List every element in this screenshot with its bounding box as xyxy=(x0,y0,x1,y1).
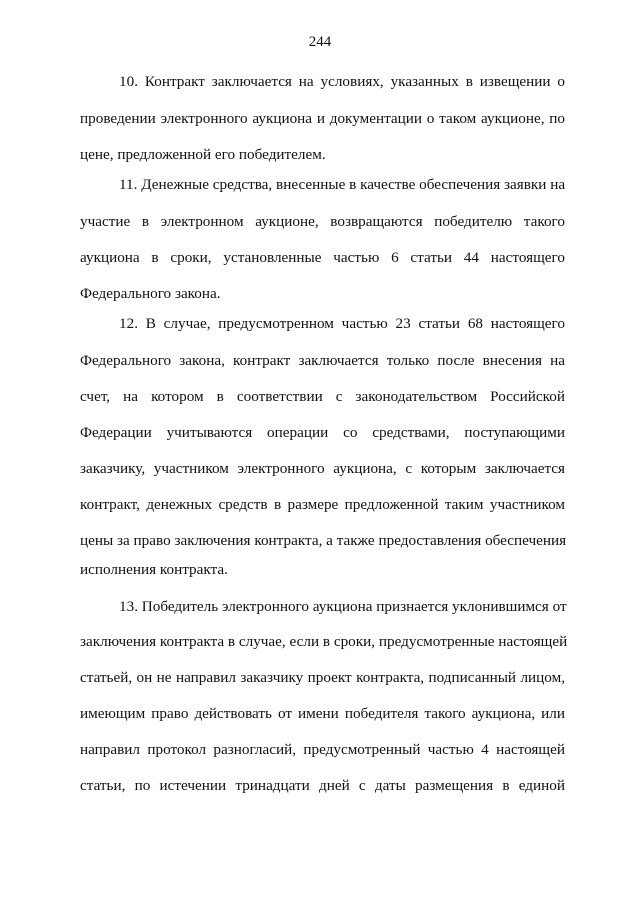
text-line: заказчику, участником электронного аукциона, с которым заключается xyxy=(80,460,565,477)
text-line: Федерального закона, контракт заключается только после внесения на xyxy=(80,352,565,369)
text-line: статьей, он не направил заказчику проект контракта, подписанный лицом, xyxy=(80,669,565,686)
text-line: аукциона в сроки, установленные частью 6 статьи 44 настоящего xyxy=(80,249,565,266)
page-number: 244 xyxy=(308,34,332,50)
text-line: счет, на котором в соответствии с законодательством Российской xyxy=(80,388,565,405)
text-line: 13. Победитель электронного аукциона признается уклонившимся от xyxy=(119,598,567,615)
text-line: цены за право заключения контракта, а также предоставления обеспечения xyxy=(80,532,567,549)
text-line: контракт, денежных средств в размере предложенной таким участником xyxy=(80,496,565,513)
text-line: 10. Контракт заключается на условиях, указанных в извещении о xyxy=(119,73,565,90)
text-line: 12. В случае, предусмотренном частью 23 статьи 68 настоящего xyxy=(119,315,565,332)
text-line: исполнения контракта. xyxy=(80,561,228,578)
text-line: имеющим право действовать от имени победителя такого аукциона, или xyxy=(80,705,565,722)
text-line: Федерального закона. xyxy=(80,285,221,302)
text-line: Федерации учитываются операции со средствами, поступающими xyxy=(80,424,565,441)
text-line: цене, предложенной его победителем. xyxy=(80,146,326,163)
text-line: статьи, по истечении тринадцати дней с даты размещения в единой xyxy=(80,777,565,794)
text-line: участие в электронном аукционе, возвращаются победителю такого xyxy=(80,213,565,230)
text-line: проведении электронного аукциона и документации о таком аукционе, по xyxy=(80,110,565,127)
text-line: 11. Денежные средства, внесенные в качестве обеспечения заявки на xyxy=(119,176,566,193)
text-line: направил протокол разногласий, предусмотренный частью 4 настоящей xyxy=(80,741,565,758)
text-line: заключения контракта в случае, если в сроки, предусмотренные настоящей xyxy=(80,633,568,650)
